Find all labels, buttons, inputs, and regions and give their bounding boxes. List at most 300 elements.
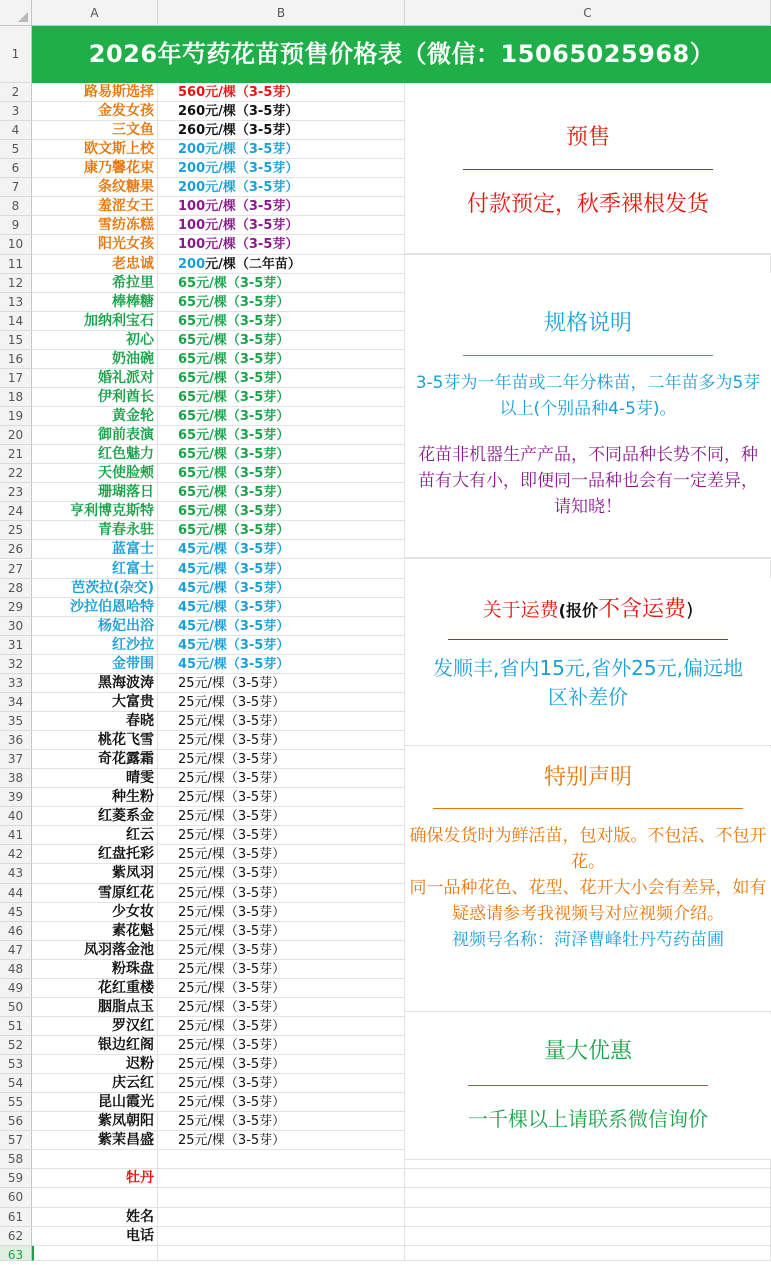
- row-header[interactable]: 29: [0, 598, 32, 617]
- variety-name-cell[interactable]: 姓名: [32, 1208, 158, 1227]
- row-header[interactable]: 62: [0, 1227, 32, 1246]
- variety-name-cell[interactable]: 雪原红花: [32, 884, 158, 903]
- price-unit: 元/棵（3-5芽）: [196, 447, 290, 463]
- variety-name-cell[interactable]: 迟粉: [32, 1055, 158, 1074]
- variety-name-cell[interactable]: 黑海波涛: [32, 674, 158, 693]
- price-cell[interactable]: [158, 121, 405, 140]
- price-amount: 25: [178, 866, 195, 882]
- price-unit: 元/棵（3-5芽）: [205, 237, 299, 253]
- price-cell[interactable]: [158, 255, 405, 274]
- variety-name-cell[interactable]: 红色魅力: [32, 445, 158, 464]
- row-header[interactable]: 4: [0, 121, 32, 140]
- bulk-heading: 量大优惠: [543, 1039, 632, 1064]
- price-amount: 25: [178, 713, 195, 729]
- price-unit: 元/棵（3-5芽）: [196, 332, 290, 348]
- price-cell[interactable]: [158, 1036, 405, 1055]
- price-amount: 100: [178, 218, 206, 234]
- row-header[interactable]: 33: [0, 674, 32, 693]
- variety-name-cell[interactable]: 电话: [32, 1227, 158, 1246]
- row-header[interactable]: 54: [0, 1074, 32, 1093]
- price-amount: 25: [178, 828, 195, 844]
- price-amount: 200: [178, 161, 206, 177]
- row-header[interactable]: 28: [0, 579, 32, 598]
- price-cell[interactable]: [158, 1188, 405, 1207]
- price-cell[interactable]: [158, 922, 405, 941]
- row-header[interactable]: 42: [0, 845, 32, 864]
- variety-name-cell[interactable]: 棒棒糖: [32, 293, 158, 312]
- variety-name-cell[interactable]: 银边红阁: [32, 1036, 158, 1055]
- row-header[interactable]: 7: [0, 178, 32, 197]
- price-cell[interactable]: [158, 388, 405, 407]
- price-cell[interactable]: [158, 979, 405, 998]
- variety-name-cell[interactable]: 御前表演: [32, 426, 158, 445]
- price-unit: 元/棵（3-5芽）: [196, 637, 290, 653]
- variety-name-cell[interactable]: 奶油碗: [32, 350, 158, 369]
- row-header[interactable]: 25: [0, 521, 32, 540]
- variety-name-cell[interactable]: 奇花露霜: [32, 750, 158, 769]
- variety-name-cell[interactable]: 素花魁: [32, 922, 158, 941]
- variety-name-cell[interactable]: 珊瑚落日: [32, 483, 158, 502]
- row-header[interactable]: 46: [0, 922, 32, 941]
- variety-name-cell[interactable]: 初心: [32, 331, 158, 350]
- price-cell[interactable]: [158, 159, 405, 178]
- price-unit: 元/棵（3-5芽）: [205, 180, 299, 196]
- variety-name-cell[interactable]: 金发女孩: [32, 102, 158, 121]
- price-unit: 元/棵（3-5芽）: [196, 542, 290, 558]
- row-header[interactable]: 49: [0, 979, 32, 998]
- presale-heading: 预售: [565, 125, 610, 150]
- presale-panel[interactable]: [405, 83, 771, 254]
- variety-name-cell[interactable]: 红云: [32, 826, 158, 845]
- notice-divider: [433, 808, 743, 809]
- price-amount: 45: [178, 656, 197, 672]
- price-unit: 元/棵（3-5芽）: [194, 1095, 286, 1111]
- price-unit: 元/棵（3-5芽）: [205, 199, 299, 215]
- price-amount: 45: [178, 599, 197, 615]
- price-cell[interactable]: [158, 864, 405, 883]
- price-cell[interactable]: [158, 540, 405, 559]
- price-cell[interactable]: [158, 941, 405, 960]
- price-unit: 元/棵（3-5芽）: [196, 428, 290, 444]
- price-cell[interactable]: [158, 235, 405, 254]
- variety-name-cell[interactable]: 种生粉: [32, 788, 158, 807]
- price-amount: 65: [178, 370, 197, 386]
- price-unit: 元/棵（3-5芽）: [194, 847, 286, 863]
- price-cell[interactable]: [158, 655, 405, 674]
- price-unit: 元/棵（3-5芽）: [194, 1057, 286, 1073]
- price-amount: 200: [178, 180, 206, 196]
- row-header[interactable]: 21: [0, 445, 32, 464]
- row-header[interactable]: 30: [0, 617, 32, 636]
- row-header[interactable]: 53: [0, 1055, 32, 1074]
- column-c-cell[interactable]: [405, 255, 771, 274]
- variety-name-cell[interactable]: 红盘托彩: [32, 845, 158, 864]
- price-cell[interactable]: [158, 845, 405, 864]
- row-header[interactable]: 45: [0, 903, 32, 922]
- row-header[interactable]: 26: [0, 540, 32, 559]
- variety-name-cell[interactable]: 芭茨拉(杂交): [32, 579, 158, 598]
- spec-body-1: 3-5芽为一年苗或二年分株苗，二年苗多为5芽以上(个别品种4-5芽)。: [415, 373, 761, 419]
- price-cell[interactable]: [158, 998, 405, 1017]
- price-amount: 260: [178, 104, 206, 120]
- price-amount: 25: [178, 675, 195, 691]
- variety-name-cell[interactable]: 大富贵: [32, 693, 158, 712]
- price-unit: 元/棵（3-5芽）: [196, 523, 290, 539]
- price-amount: 25: [178, 847, 195, 863]
- price-unit: 元/棵（3-5芽）: [196, 561, 290, 577]
- price-cell[interactable]: [158, 1169, 405, 1188]
- price-amount: 25: [178, 1133, 195, 1149]
- variety-name-cell[interactable]: 杨妃出浴: [32, 617, 158, 636]
- row-header[interactable]: 23: [0, 483, 32, 502]
- price-cell[interactable]: [158, 579, 405, 598]
- price-cell[interactable]: [158, 617, 405, 636]
- price-cell[interactable]: [158, 769, 405, 788]
- column-header-a[interactable]: A: [32, 0, 158, 26]
- price-unit: 元/棵（3-5芽）: [194, 980, 286, 996]
- variety-name-cell[interactable]: 亨利博克斯特: [32, 502, 158, 521]
- price-amount: 25: [178, 942, 195, 958]
- notice-body-1: 确保发货时为鲜活苗，包对版。不包活、不包开花。: [409, 826, 767, 872]
- row-header-1[interactable]: 1: [0, 26, 32, 83]
- price-cell[interactable]: [158, 331, 405, 350]
- variety-name-cell[interactable]: 红沙拉: [32, 636, 158, 655]
- variety-name-cell[interactable]: 阳光女孩: [32, 235, 158, 254]
- price-cell[interactable]: [158, 712, 405, 731]
- row-header[interactable]: 22: [0, 464, 32, 483]
- price-amount: 100: [178, 199, 206, 215]
- price-amount: 45: [178, 580, 197, 596]
- column-c-cell[interactable]: [405, 1169, 771, 1188]
- price-unit: 元/棵（3-5芽）: [194, 866, 286, 882]
- price-amount: 25: [178, 1038, 195, 1053]
- price-unit: 元/棵（3-5芽）: [194, 904, 286, 920]
- row-header[interactable]: 44: [0, 884, 32, 903]
- variety-name-cell[interactable]: 花红重楼: [32, 979, 158, 998]
- row-header[interactable]: 8: [0, 197, 32, 216]
- price-unit: 元/棵（3-5芽）: [196, 389, 290, 405]
- price-unit: 元/棵（3-5芽）: [196, 618, 290, 634]
- price-unit: 元/棵（3-5芽）: [196, 313, 290, 329]
- price-cell[interactable]: [158, 407, 405, 426]
- variety-name-cell[interactable]: 青春永驻: [32, 521, 158, 540]
- notice-body-3: 视频号名称：菏泽曹峰牡丹芍药苗圃: [452, 930, 724, 950]
- variety-name-cell[interactable]: 康乃馨花束: [32, 159, 158, 178]
- price-cell[interactable]: [158, 598, 405, 617]
- variety-name-cell[interactable]: 昆山霞光: [32, 1093, 158, 1112]
- empty-cell[interactable]: [405, 1246, 771, 1261]
- price-cell[interactable]: [158, 1017, 405, 1036]
- bulk-panel[interactable]: [405, 1014, 771, 1160]
- row-header[interactable]: 32: [0, 655, 32, 674]
- row-header-last[interactable]: 63: [0, 1246, 32, 1261]
- price-cell[interactable]: [158, 636, 405, 655]
- price-unit: 元/棵（3-5芽）: [196, 370, 290, 386]
- price-cell[interactable]: [158, 1131, 405, 1150]
- price-cell[interactable]: [158, 140, 405, 159]
- variety-name-cell[interactable]: 黄金轮: [32, 407, 158, 426]
- price-cell[interactable]: [158, 731, 405, 750]
- variety-name-cell[interactable]: 婚礼派对: [32, 369, 158, 388]
- row-header[interactable]: 9: [0, 216, 32, 235]
- price-amount: 25: [178, 809, 195, 825]
- price-amount: 25: [178, 904, 195, 920]
- row-header[interactable]: 36: [0, 731, 32, 750]
- price-cell[interactable]: [158, 369, 405, 388]
- variety-name-cell[interactable]: 胭脂点玉: [32, 998, 158, 1017]
- variety-name-cell[interactable]: 紫凤羽: [32, 864, 158, 883]
- variety-name-cell[interactable]: 伊利酋长: [32, 388, 158, 407]
- row-header[interactable]: 17: [0, 369, 32, 388]
- price-cell[interactable]: [158, 884, 405, 903]
- price-cell[interactable]: [158, 1227, 405, 1246]
- price-cell[interactable]: [158, 750, 405, 769]
- price-cell[interactable]: [158, 350, 405, 369]
- price-unit: 元/棵（3-5芽）: [205, 161, 299, 177]
- variety-name-cell[interactable]: 羞涩女王: [32, 197, 158, 216]
- price-cell[interactable]: [158, 102, 405, 121]
- price-unit: 元/棵（3-5芽）: [194, 1038, 286, 1053]
- price-unit: 元/棵（3-5芽）: [194, 713, 286, 729]
- row-header[interactable]: 40: [0, 807, 32, 826]
- bulk-body: 一千棵以上请联系微信询价: [468, 1107, 708, 1131]
- variety-name-cell[interactable]: 粉珠盘: [32, 960, 158, 979]
- price-unit: 元/棵（3-5芽）: [194, 1018, 286, 1034]
- row-header[interactable]: 20: [0, 426, 32, 445]
- shipping-heading-b: (报价: [558, 601, 598, 620]
- variety-name-cell[interactable]: 三文鱼: [32, 121, 158, 140]
- price-amount: 25: [178, 999, 195, 1015]
- row-header[interactable]: 31: [0, 636, 32, 655]
- price-unit: 元/棵（3-5芽）: [194, 809, 286, 825]
- variety-name-cell[interactable]: 希拉里: [32, 274, 158, 293]
- row-header[interactable]: 5: [0, 140, 32, 159]
- variety-name-cell[interactable]: 老忠诚: [32, 255, 158, 274]
- shipping-heading-d: ): [685, 599, 694, 621]
- price-cell[interactable]: [158, 1055, 405, 1074]
- price-cell[interactable]: [158, 426, 405, 445]
- row-header[interactable]: 57: [0, 1131, 32, 1150]
- empty-cell[interactable]: [32, 1246, 158, 1261]
- notice-body-2: 同一品种花色、花型、花开大小会有差异，如有疑惑请参考我视频号对应视频介绍。: [409, 878, 767, 924]
- variety-name-cell[interactable]: 罗汉红: [32, 1017, 158, 1036]
- variety-name-cell[interactable]: 红菱系金: [32, 807, 158, 826]
- price-amount: 25: [178, 1114, 195, 1130]
- row-header[interactable]: 59: [0, 1169, 32, 1188]
- variety-name-cell[interactable]: 少女妆: [32, 903, 158, 922]
- variety-name-cell[interactable]: 桃花飞雪: [32, 731, 158, 750]
- price-unit: 元/棵（3-5芽）: [205, 104, 299, 120]
- price-amount: 25: [178, 790, 195, 806]
- variety-name-cell[interactable]: 蓝富士: [32, 540, 158, 559]
- row-header[interactable]: 11: [0, 255, 32, 274]
- price-amount: 25: [178, 885, 195, 901]
- price-cell[interactable]: [158, 502, 405, 521]
- price-amount: 25: [178, 1057, 195, 1073]
- price-amount: 25: [178, 1095, 195, 1111]
- variety-name-cell[interactable]: 红富士: [32, 560, 158, 579]
- price-cell[interactable]: [158, 197, 405, 216]
- spec-body-2: 花苗非机器生产产品，不同品种长势不同，种苗有大有小，即便同一品种也会有一定差异，请知晓！: [418, 445, 758, 517]
- variety-name-cell[interactable]: 条纹糖果: [32, 178, 158, 197]
- row-header[interactable]: 34: [0, 693, 32, 712]
- row-header[interactable]: 3: [0, 102, 32, 121]
- price-unit: 元/棵（3-5芽）: [194, 771, 286, 787]
- row-header[interactable]: 2: [0, 83, 32, 102]
- price-unit: 元/棵（3-5芽）: [196, 275, 290, 291]
- price-unit: 元/棵（二年苗）: [205, 256, 301, 272]
- price-unit: 元/棵（3-5芽）: [194, 733, 286, 749]
- price-unit: 元/棵（3-5芽）: [194, 694, 286, 710]
- price-unit: 元/棵（3-5芽）: [205, 218, 299, 234]
- row-header[interactable]: 12: [0, 274, 32, 293]
- price-cell[interactable]: [158, 83, 405, 102]
- variety-name-cell[interactable]: 雪纺冻糕: [32, 216, 158, 235]
- presale-body: 付款预定，秋季裸根发货: [466, 192, 709, 217]
- price-cell[interactable]: [158, 674, 405, 693]
- price-cell[interactable]: [158, 1112, 405, 1131]
- row-header[interactable]: 27: [0, 560, 32, 579]
- row-header[interactable]: 48: [0, 960, 32, 979]
- column-header-b[interactable]: B: [158, 0, 405, 26]
- column-header-c[interactable]: C: [405, 0, 771, 26]
- variety-name-cell[interactable]: 庆云红: [32, 1074, 158, 1093]
- price-cell[interactable]: [158, 807, 405, 826]
- price-amount: 45: [178, 618, 197, 634]
- row-header[interactable]: 47: [0, 941, 32, 960]
- price-amount: 260: [178, 123, 206, 139]
- bulk-divider: [468, 1085, 708, 1086]
- variety-name-cell[interactable]: 紫茉昌盛: [32, 1131, 158, 1150]
- price-cell[interactable]: [158, 788, 405, 807]
- row-header[interactable]: 14: [0, 312, 32, 331]
- row-header[interactable]: 15: [0, 331, 32, 350]
- row-header[interactable]: 35: [0, 712, 32, 731]
- price-amount: 25: [178, 752, 195, 768]
- price-unit: 元/棵（3-5芽）: [196, 656, 290, 672]
- price-cell[interactable]: [158, 483, 405, 502]
- price-amount: 65: [178, 428, 197, 444]
- row-header[interactable]: 37: [0, 750, 32, 769]
- notice-heading: 特别声明: [543, 765, 632, 790]
- price-unit: 元/棵（3-5芽）: [196, 504, 290, 520]
- price-unit: 元/棵（3-5芽）: [194, 961, 286, 977]
- price-cell[interactable]: [158, 216, 405, 235]
- price-cell[interactable]: [158, 521, 405, 540]
- price-unit: 元/棵（3-5芽）: [194, 942, 286, 958]
- row-header[interactable]: 41: [0, 826, 32, 845]
- variety-name-cell[interactable]: 春晓: [32, 712, 158, 731]
- row-header[interactable]: 6: [0, 159, 32, 178]
- price-amount: 65: [178, 409, 197, 425]
- presale-divider: [463, 169, 713, 170]
- price-unit: 元/棵（3-5芽）: [205, 85, 299, 100]
- price-cell[interactable]: [158, 1093, 405, 1112]
- row-header[interactable]: 13: [0, 293, 32, 312]
- variety-name-cell[interactable]: 沙拉伯恩哈特: [32, 598, 158, 617]
- row-header[interactable]: 39: [0, 788, 32, 807]
- price-unit: 元/棵（3-5芽）: [194, 1133, 286, 1149]
- price-cell[interactable]: [158, 274, 405, 293]
- row-header[interactable]: 43: [0, 864, 32, 883]
- row-header[interactable]: 24: [0, 502, 32, 521]
- price-amount: 25: [178, 961, 195, 977]
- price-amount: 25: [178, 771, 195, 787]
- row-header[interactable]: 56: [0, 1112, 32, 1131]
- price-cell[interactable]: [158, 445, 405, 464]
- row-header[interactable]: 55: [0, 1093, 32, 1112]
- variety-name-cell[interactable]: 紫凤朝阳: [32, 1112, 158, 1131]
- price-amount: 65: [178, 313, 197, 329]
- spec-panel[interactable]: [405, 273, 771, 558]
- price-cell[interactable]: [158, 693, 405, 712]
- variety-name-cell[interactable]: 路易斯选择: [32, 83, 158, 102]
- variety-name-cell[interactable]: 牡丹: [32, 1169, 158, 1188]
- variety-name-cell[interactable]: 晴雯: [32, 769, 158, 788]
- row-header[interactable]: 61: [0, 1208, 32, 1227]
- row-header[interactable]: 10: [0, 235, 32, 254]
- row-header[interactable]: 50: [0, 998, 32, 1017]
- row-header[interactable]: 60: [0, 1188, 32, 1207]
- price-unit: 元/棵（3-5芽）: [194, 999, 286, 1015]
- price-amount: 45: [178, 637, 197, 653]
- column-c-cell[interactable]: [405, 560, 771, 579]
- price-cell[interactable]: [158, 1150, 405, 1169]
- row-header[interactable]: 58: [0, 1150, 32, 1169]
- shipping-panel[interactable]: [405, 578, 771, 746]
- price-cell[interactable]: [158, 1074, 405, 1093]
- price-unit: 元/棵（3-5芽）: [196, 580, 290, 596]
- row-header[interactable]: 51: [0, 1017, 32, 1036]
- sheet-title[interactable]: 2026年芍药花苗预售价格表（微信：15065025968）: [32, 26, 771, 83]
- price-amount: 65: [178, 332, 197, 348]
- price-amount: 560: [178, 85, 206, 100]
- price-cell[interactable]: [158, 560, 405, 579]
- row-header[interactable]: 19: [0, 407, 32, 426]
- select-all-corner[interactable]: [0, 0, 32, 26]
- variety-name-cell[interactable]: 欧文斯上校: [32, 140, 158, 159]
- price-cell[interactable]: [158, 960, 405, 979]
- price-amount: 25: [178, 694, 195, 710]
- price-cell[interactable]: [158, 293, 405, 312]
- price-cell[interactable]: [158, 903, 405, 922]
- column-c-cell[interactable]: [405, 1208, 771, 1227]
- row-header[interactable]: 16: [0, 350, 32, 369]
- price-cell[interactable]: [158, 178, 405, 197]
- variety-name-cell[interactable]: 金带围: [32, 655, 158, 674]
- price-amount: 25: [178, 923, 195, 939]
- price-unit: 元/棵（3-5芽）: [196, 485, 290, 501]
- variety-name-cell[interactable]: 凤羽落金池: [32, 941, 158, 960]
- variety-name-cell[interactable]: 天使脸颊: [32, 464, 158, 483]
- price-cell[interactable]: [158, 1208, 405, 1227]
- variety-name-cell[interactable]: 加纳利宝石: [32, 312, 158, 331]
- variety-name-cell[interactable]: [32, 1188, 158, 1207]
- column-c-cell[interactable]: [405, 1188, 771, 1207]
- price-amount: 25: [178, 980, 195, 996]
- empty-cell[interactable]: [158, 1246, 405, 1261]
- notice-panel[interactable]: [405, 748, 771, 1012]
- row-header[interactable]: 38: [0, 769, 32, 788]
- row-header[interactable]: 18: [0, 388, 32, 407]
- price-cell[interactable]: [158, 464, 405, 483]
- row-header[interactable]: 52: [0, 1036, 32, 1055]
- column-c-cell[interactable]: [405, 1227, 771, 1246]
- shipping-heading-c: 不含运费: [597, 597, 686, 622]
- price-cell[interactable]: [158, 312, 405, 331]
- price-cell[interactable]: [158, 826, 405, 845]
- variety-name-cell[interactable]: [32, 1150, 158, 1169]
